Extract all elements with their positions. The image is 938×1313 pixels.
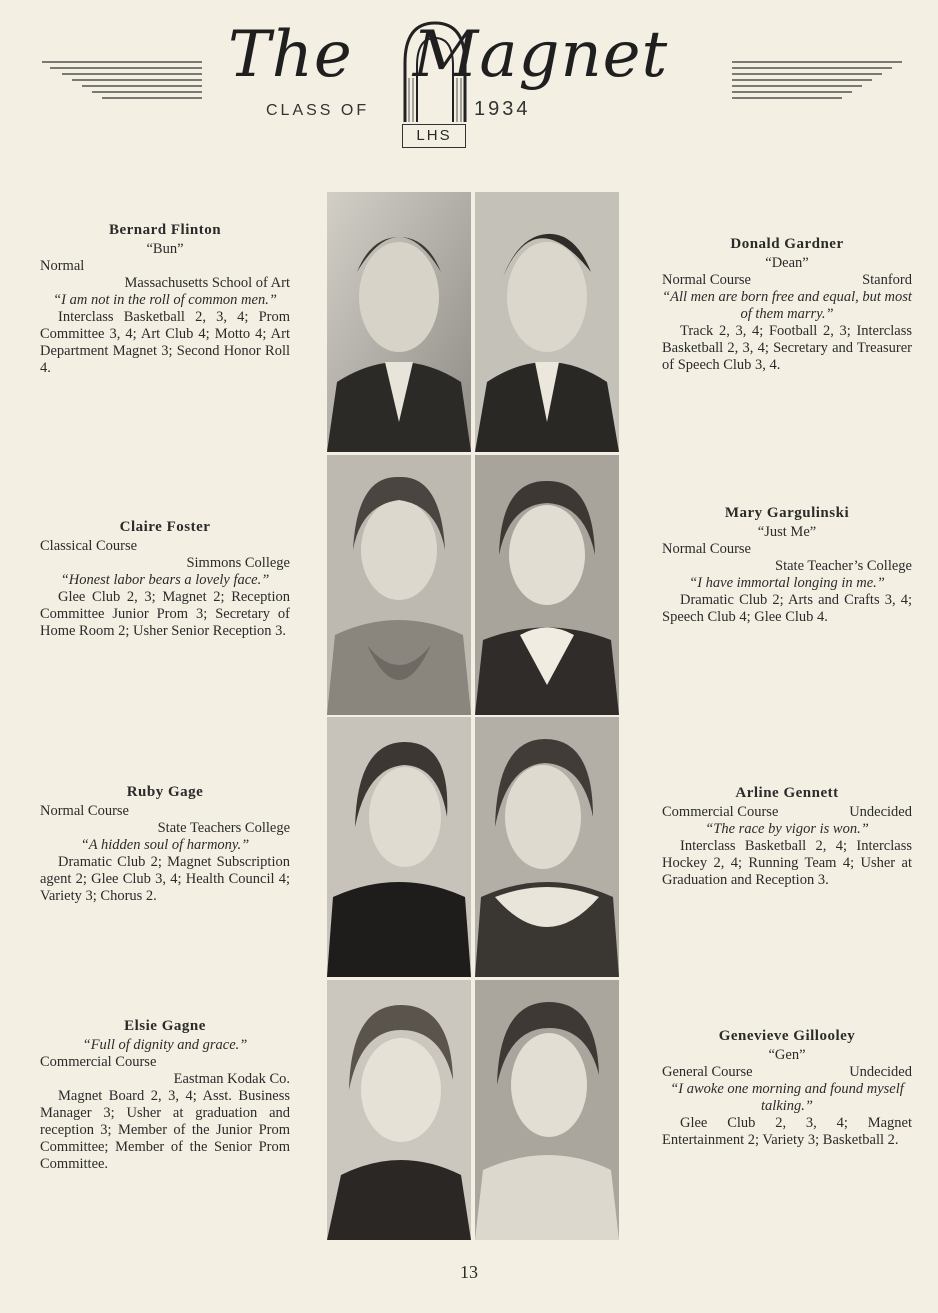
student-activities: Glee Club 2, 3; Magnet 2; Reception Committee Junior Prom 3; Secretary of Home Room 2; Usher Senior Reception 3. [40,589,290,639]
class-year: 1934 [474,98,531,120]
title-magnet: agnet [479,18,669,92]
photo-elsie-gagne [327,980,471,1240]
student-course: Normal Course [40,803,129,819]
student-nickname: “Bun” [146,241,184,257]
student-name: Genevieve Gillooley [718,1028,856,1044]
student-name: Claire Foster [119,519,211,535]
student-activities: Interclass Basketball 2, 4; Interclass Hockey 2, 4; Running Team 4; Usher at Graduation and Reception 3. [662,838,912,888]
photo-mary-gargulinski [475,455,619,715]
student-name: Bernard Flinton [108,222,222,238]
photo-claire-foster [327,455,471,715]
decorative-lines-right [732,58,902,108]
student-quote: “I have immortal longing in me.” [689,575,885,591]
student-activities: Dramatic Club 2; Arts and Crafts 3, 4; Speech Club 4; Glee Club 4. [662,592,912,625]
bio-arline-gennett [662,785,912,889]
student-course: Commercial Course [662,804,779,820]
student-destination: Undecided [849,1064,912,1080]
masthead [0,0,938,175]
bio-genevieve-gillooley [662,1028,912,1149]
student-destination: Stanford [862,272,912,288]
student-course: Normal Course [662,272,751,288]
student-course: General Course [662,1064,753,1080]
student-destination: Eastman Kodak Co. [173,1071,290,1087]
student-destination: Undecided [849,804,912,820]
bio-mary-gargulinski [662,505,912,626]
page-number: 13 [460,1262,478,1282]
student-quote: “I awoke one morning and found myself talking.” [670,1081,904,1114]
student-quote: “A hidden soul of harmony.” [80,837,250,853]
student-activities: Dramatic Club 2; Magnet Subscription agent 2; Glee Club 3, 4; Health Council 4; Variety 3; Chorus 2. [40,854,290,904]
student-activities: Magnet Board 2, 3, 4; Asst. Business Manager 3; Usher at graduation and reception 3; Member of the Junior Prom Committee; Member of the Senior Prom Committee. [40,1088,290,1172]
school-badge: LHS [402,124,466,148]
student-quote: “All men are born free and equal, but most of them marry.” [662,289,912,322]
title-the: The [228,18,353,92]
student-destination: Simmons College [186,555,290,571]
student-activities: Interclass Basketball 2, 3, 4; Prom Committee 3, 4; Art Club 4; Motto 4; Art Department Magnet 3; Second Honor Roll 4. [40,309,290,376]
student-quote: “I am not in the roll of common men.” [53,292,277,308]
student-nickname: “Dean” [765,255,809,271]
student-nickname: “Gen” [768,1047,806,1063]
student-activities: Track 2, 3, 4; Football 2, 3; Interclass Basketball 2, 3, 4; Secretary and Treasurer of Speech Club 3, 4. [662,323,912,373]
photo-genevieve-gillooley [475,980,619,1240]
photo-arline-gennett [475,717,619,977]
bio-claire-foster [40,519,290,640]
student-course: Normal Course [662,541,751,557]
bio-ruby-gage [40,784,290,905]
student-quote: “Honest labor bears a lovely face.” [60,572,270,588]
student-course: Normal [40,258,85,274]
student-name: Mary Gargulinski [724,505,850,521]
decorative-lines-left [42,58,212,108]
student-name: Elsie Gagne [124,1018,206,1034]
class-of-label: CLASS OF [266,102,370,119]
bio-donald-gardner [662,236,912,374]
bio-bernard-flinton [40,222,290,377]
student-name: Ruby Gage [126,784,204,800]
student-name: Arline Gennett [735,785,839,801]
masthead-title: The Magnet [228,18,669,92]
student-quote: “Full of dignity and grace.” [82,1037,248,1053]
student-course: Commercial Course [40,1054,157,1070]
photo-ruby-gage [327,717,471,977]
student-course: Classical Course [40,538,138,554]
student-destination: State Teacher’s College [775,558,912,574]
student-destination: State Teachers College [157,820,290,836]
photo-donald-gardner [475,192,619,452]
student-name: Donald Gardner [730,236,844,252]
student-destination: Massachusetts School of Art [124,275,290,291]
student-activities: Glee Club 2, 3, 4; Magnet Entertainment 2; Variety 3; Basketball 2. [662,1115,912,1148]
student-quote: “The race by vigor is won.” [705,821,869,837]
photo-bernard-flinton [327,192,471,452]
student-nickname: “Just Me” [757,524,817,540]
bio-elsie-gagne [40,1018,290,1173]
